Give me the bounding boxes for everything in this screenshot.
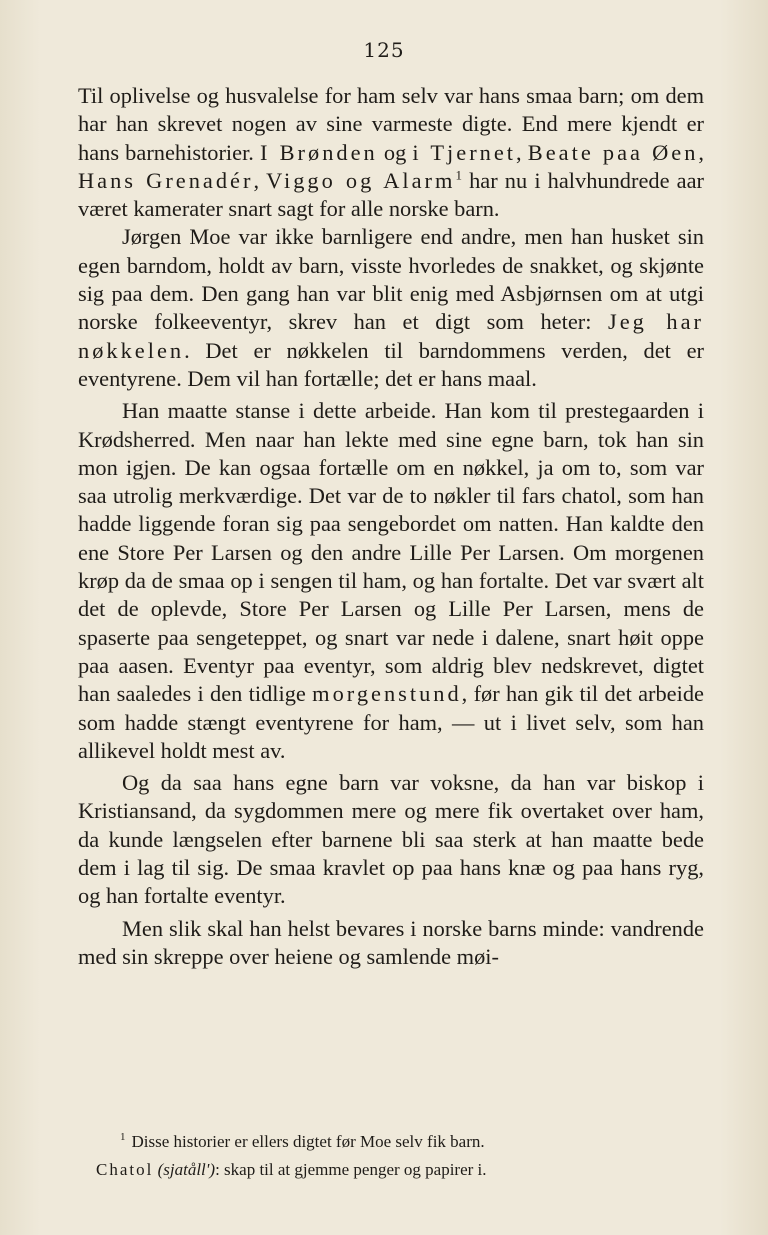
paragraph-1-text-e: , xyxy=(253,167,267,193)
footnote-1-mark: 1 xyxy=(120,1131,126,1144)
paragraph-2-text-a: Jørgen Moe var ikke barnligere end andre, men han husket sin egen barndom, holdt av barn, visste hvorledes de snakket, og skjønte sig paa dem. Den gang han var blit enig med Asbjørnsen om at utgi norske folkeeventyr, skrev han et digt som heter: xyxy=(78,224,704,335)
paragraph-4 xyxy=(78,769,704,910)
body-text xyxy=(78,82,704,971)
paragraph-3-text-b: , før han gik til det arbeide som hadde stængt eventyrene for ham, — ut i livet selv, som han allikevel holdt mest av. xyxy=(78,681,704,763)
paragraph-5-text: Men slik skal han helst bevares i norske barns minde: vandrende med sin skreppe over heiene og samlende møi- xyxy=(78,915,704,969)
story-title-beate-paa-oen: Beate paa Øen xyxy=(527,139,699,165)
story-title-viggo-og-alarm: Viggo og Alarm xyxy=(266,167,456,193)
paragraph-1-text-d: , xyxy=(698,139,705,165)
paragraph-5 xyxy=(78,915,704,972)
footnote-pronunciation: (sjatåll') xyxy=(157,1160,216,1179)
footnote-definition: : skap til at gjemme penger og papirer i. xyxy=(215,1160,487,1179)
footnotes xyxy=(96,1128,696,1184)
story-title-hans-grenader: Hans Grenadér xyxy=(78,167,254,193)
footnote-term-chatol: Chatol xyxy=(96,1160,154,1179)
paragraph-3-text-a: Han maatte stanse i dette arbeide. Han kom til prestegaarden i Krødsherred. Men naar han lekte med sine egne barn, tok han sin mon igjen. De kan ogsaa fortælle om en nøkkel, ja om to, som var saa utrolig merkværdige. Det var de to nøkler til fars chatol, som han hadde liggende foran sig paa sengebordet om natten. Han kaldte den ene Store Per Larsen og den andre Lille Per Larsen. Om morgenen krøp da de smaa op i sengen til ham, og han fortalte. Det var svært alt det de oplevde, Store Per Larsen og Lille Per Larsen, mens de spaserte paa sengeteppet, og snart var nede i dalene, snart høit oppe paa aasen. Eventyr paa eventyr, som aldrig blev nedskrevet, digtet han saaledes i den tidlige xyxy=(78,398,704,707)
story-title-i-tjernet: i Tjernet xyxy=(412,139,517,165)
story-title-i-bronden: I Brønden xyxy=(260,139,378,165)
paragraph-2 xyxy=(78,223,704,393)
footnote-1-text: Disse historier er ellers digtet før Moe selv fik barn. xyxy=(131,1132,485,1151)
paragraph-1-text-f: har nu i halvhundrede aar været kamerater snart sagt for alle norske barn. xyxy=(78,167,704,222)
emphasis-morgenstund: morgenstund xyxy=(312,681,462,707)
paragraph-2-text-b: . Det er nøkkelen til barndommens verden, det er eventyrene. Dem vil han fortælle; det er hans maal. xyxy=(78,337,704,391)
paragraph-1-text-a: Til oplivelse og husvalelse for ham selv var hans smaa barn; om dem har han skrevet nogen av sine varmeste digte. End mere kjendt er hans barnehistorier. xyxy=(78,83,704,165)
paragraph-1 xyxy=(78,82,704,223)
paragraph-1-text-b: og xyxy=(377,139,413,165)
paragraph-1-text-c: , xyxy=(516,139,528,165)
page-number: 125 xyxy=(363,38,405,62)
footnote-1 xyxy=(96,1128,696,1156)
paragraph-3 xyxy=(78,397,704,765)
paragraph-4-text: Og da saa hans egne barn var voksne, da han var biskop i Kristiansand, da sygdommen mere og mere fik overtaket over ham, da kunde længselen efter barnene bli saa sterk at han maatte bede dem i lag til sig. De smaa kravlet op paa hans knæ og paa hans ryg, og han fortalte eventyr. xyxy=(78,770,704,909)
poem-title-jeg-har-nokkelen: Jeg har nøkkelen xyxy=(78,309,704,363)
footnote-chatol xyxy=(96,1156,696,1184)
footnote-reference-1: 1 xyxy=(455,167,462,183)
